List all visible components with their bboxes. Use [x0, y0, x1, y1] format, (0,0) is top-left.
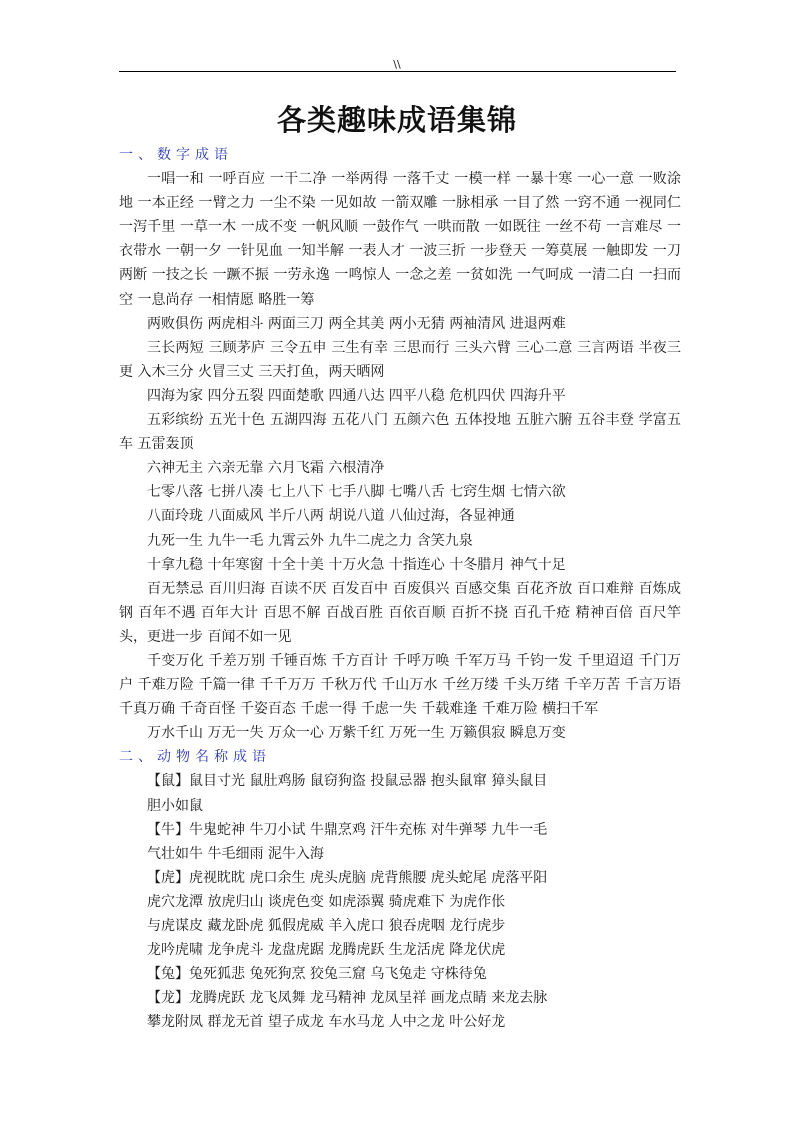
animal-line: 虎穴龙潭 放虎归山 谈虎色变 如虎添翼 骑虎难下 为虎作伥	[147, 893, 506, 910]
animal-line: 气壮如牛 牛毛细雨 泥牛入海	[147, 845, 324, 862]
section-heading-numbers: 一、数字成语	[119, 147, 233, 163]
section-heading-animals: 二、动物名称成语	[119, 749, 271, 766]
page-title: 各类趣味成语集锦	[276, 103, 517, 137]
header-mark: \\	[393, 58, 401, 71]
animal-line: 【鼠】鼠目寸光 鼠肚鸡肠 鼠窃狗盗 投鼠忌器 抱头鼠窜 獐头鼠目	[147, 773, 548, 790]
paragraph-ten: 十拿九稳 十年寒窗 十全十美 十万火急 十指连心 十冬腊月 神气十足	[147, 556, 566, 573]
paragraph-two: 两败俱伤 两虎相斗 两面三刀 两全其美 两小无猜 两袖清风 进退两难	[147, 315, 566, 332]
animal-line: 【虎】虎视眈眈 虎口余生 虎头虎脑 虎背熊腰 虎头蛇尾 虎落平阳	[147, 869, 548, 886]
header-divider	[119, 71, 676, 72]
animal-line: 【牛】牛鬼蛇神 牛刀小试 牛鼎烹鸡 汗牛充栋 对牛弹琴 九牛一毛	[147, 821, 548, 838]
paragraph-nine: 九死一生 九牛一毛 九霄云外 九牛二虎之力 含笑九泉	[147, 532, 473, 549]
document-body	[119, 143, 681, 1034]
animal-line: 胆小如鼠	[147, 797, 203, 814]
paragraph-eight: 八面玲珑 八面威风 半斤八两 胡说八道 八仙过海，各显神通	[147, 508, 515, 525]
paragraph-four: 四海为家 四分五裂 四面楚歌 四通八达 四平八稳 危机四伏 四海升平	[147, 387, 566, 404]
paragraph-thousand: 千变万化 千差万别 千锤百炼 千方百计 千呼万唤 千军万马 千钧一发 千里迢迢 千门万户 千难万险 千篇一律 千千万万 千秋万代 千山万水 千丝万缕 千头万绪 千辛万苦 千言万语 千真万确 千奇百怪 千姿百态 千虑一得 千虑一失 千载难逢 千难万险 横扫千军	[119, 652, 681, 718]
animal-line: 【兔】兔死狐悲 兔死狗烹 狡兔三窟 乌飞兔走 守株待兔	[147, 966, 487, 983]
animal-line: 攀龙附凤 群龙无首 望子成龙 车水马龙 人中之龙 叶公好龙	[147, 1014, 506, 1031]
paragraph-five: 五彩缤纷 五光十色 五湖四海 五花八门 五颜六色 五体投地 五脏六腑 五谷丰登 学富五车 五雷轰顶	[119, 412, 681, 453]
paragraph-three: 三长两短 三顾茅庐 三令五申 三生有幸 三思而行 三头六臂 三心二意 三言两语 半夜三更 入木三分 火冒三丈 三天打鱼，两天晒网	[119, 339, 681, 380]
animal-line: 龙吟虎啸 龙争虎斗 龙盘虎踞 龙腾虎跃 生龙活虎 降龙伏虎	[147, 942, 506, 959]
paragraph-one: 一唱一和 一呼百应 一干二净 一举两得 一落千丈 一模一样 一暴十寒 一心一意 一败涂地 一本正经 一臂之力 一尘不染 一见如故 一箭双雕 一脉相承 一目了然 一窍不通 一视同仁 一泻千里 一草一木 一成不变 一帆风顺 一鼓作气 一哄而散 一如既往 一丝不苟 一言难尽 一衣带水 一朝一夕 一针见血 一知半解 一表人才 一波三折 一步登天 一筹莫展 一触即发 一刀两断 一技之长 一蹶不振 一劳永逸 一鸣惊人 一念之差 一贫如洗 一气呵成 一清二白 一扫而空 一息尚存 一相情愿 略胜一筹	[119, 171, 681, 308]
paragraph-hundred: 百无禁忌 百川归海 百读不厌 百发百中 百废俱兴 百感交集 百花齐放 百口难辩 百炼成钢 百年不遇 百年大计 百思不解 百战百胜 百依百顺 百折不挠 百孔千疮 精神百倍 百尺竿头，更进一步 百闻不如一见	[119, 580, 681, 645]
paragraph-six: 六神无主 六亲无靠 六月飞霜 六根清净	[147, 460, 385, 477]
paragraph-seven: 七零八落 七拼八凑 七上八下 七手八脚 七嘴八舌 七窍生烟 七情六欲	[147, 484, 566, 501]
paragraph-ten-thousand: 万水千山 万无一失 万众一心 万紫千红 万死一生 万籁俱寂 瞬息万变	[147, 725, 566, 742]
animal-line: 与虎谋皮 藏龙卧虎 狐假虎威 羊入虎口 狼吞虎咽 龙行虎步	[147, 918, 506, 934]
animal-line: 【龙】龙腾虎跃 龙飞凤舞 龙马精神 龙凤呈祥 画龙点睛 来龙去脉	[147, 990, 548, 1007]
